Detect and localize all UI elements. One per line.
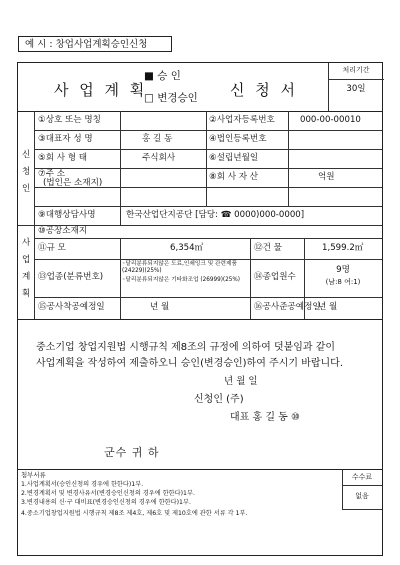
address-label: ⑦주 소 (38, 169, 66, 179)
rep-name-label: ③대표자 성 명 (38, 134, 93, 144)
form-title-left: 사 업 계 획 (54, 81, 148, 99)
statement-line-2: 사업계획을 작성하여 제출하오니 승인(변경승인)하여 주시기 바랍니다. (36, 358, 344, 369)
company-name-label: ①상호 또는 명칭 (38, 115, 101, 125)
construction-end-value: 년 월 (318, 302, 338, 312)
agent-value: 한국산업단지공단 [담당: ☎ 0000)000-0000] (126, 210, 305, 220)
industry-label: ⑬업종(분류번호) (38, 272, 104, 282)
construction-start-label: ⑮공사착공예정일 (38, 302, 105, 312)
corp-reg-label: ④법인등록번호 (209, 134, 267, 144)
industry-item-2: ◦달리분류되지않은 기타화조업 (26999)(25%) (122, 277, 241, 283)
company-type-label: ⑤회 사 형 태 (38, 153, 88, 163)
biz-reg-label: ②사업자등록번호 (209, 115, 275, 125)
attachment-item-1: 1.사업계획서(승인신청의 경우에 한한다)1부. (21, 481, 144, 488)
example-label: 예 시 : 창업사업계획승인신청 (18, 36, 172, 52)
plan-section-char-3: 계 (22, 272, 31, 282)
construction-start-value: 년 월 (150, 302, 170, 312)
building-label: ⑫건 물 (254, 243, 282, 253)
rep-signature-line: 대표 홍 길 동 ⑩ (230, 412, 300, 423)
applicant-section-char-2: 청 (22, 167, 31, 177)
attachments-heading: 첨부서류 (21, 471, 46, 479)
application-form (17, 62, 383, 556)
land-size-label: ⑪규 모 (38, 243, 66, 253)
factory-location-label: ⑩공장소재지 (38, 226, 88, 236)
statement-date: 년 월 일 (224, 376, 258, 387)
fee-value: 없음 (355, 492, 369, 500)
employees-value: 9명 (336, 265, 350, 275)
capital-label: ⑧회 사 자 산 (209, 172, 259, 182)
employees-label: ⑭종업원수 (254, 272, 296, 282)
biz-reg-value: 000-00-00010 (300, 115, 361, 125)
address-sublabel: (법인은 소재지) (43, 178, 103, 188)
approve-option: ■ 승 인 (144, 70, 181, 82)
plan-section-char-2: 업 (22, 255, 31, 265)
applicant-section-char-1: 신 (22, 150, 31, 160)
form-title-right: 신 청 서 (230, 81, 299, 99)
change-approve-option: □ 변경승인 (144, 92, 198, 104)
fee-label: 수수료 (351, 473, 373, 481)
applicant-section-char-3: 인 (22, 184, 31, 194)
company-type-value: 주식회사 (142, 153, 176, 163)
construction-end-label: ⑯공사준공예정일 (254, 302, 321, 312)
plan-section-char-1: 사 (22, 238, 31, 248)
applicant-signature-line: 신청인 (주) (194, 394, 244, 405)
agent-label: ⑨대행상담사명 (38, 210, 96, 220)
processing-period-value: 30일 (346, 84, 366, 94)
land-size-value: 6,354㎡ (170, 243, 204, 253)
building-value: 1,599.2㎡ (322, 243, 364, 253)
founded-date-label: ⑥설립년월일 (209, 153, 259, 163)
statement-line-1: 중소기업 창업지원법 시행규칙 제8조의 규정에 의하여 덧붙임과 같이 (36, 342, 336, 353)
employees-breakdown: (남:8 여:1) (325, 278, 361, 286)
processing-period-label: 처리기간 (342, 66, 370, 74)
plan-section-char-4: 획 (22, 289, 31, 299)
attachment-item-3: 3.변경내용의 신·구 대비표(변경승인신청의 경우에 한한다)1부. (21, 499, 191, 506)
addressee: 군수 귀 하 (104, 446, 160, 459)
rep-name-value: 홍 길 동 (142, 134, 173, 144)
industry-item-1: ◦달리분류되지않은 도료,인쇄잉크 및 관련제품(24229)(25%) (122, 261, 237, 274)
attachment-item-2: 2.변경계획서 및 변경사유서(변경승인신청의 경우에 한한다)1부. (21, 490, 195, 497)
capital-value: 억원 (318, 172, 335, 182)
attachment-item-4: 4.중소기업창업지원법 시행규칙 제8조 제4호, 제6호 및 제10호에 관한 서류 각 1부. (21, 510, 248, 517)
